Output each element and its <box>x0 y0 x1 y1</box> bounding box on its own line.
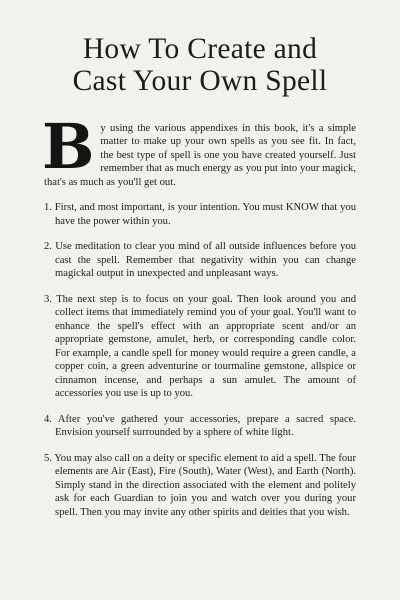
list-item: 4. After you've gathered your accessories, prepare a sacred space. Envision yourself surrounded by a sphere of white light. <box>44 413 356 439</box>
title-line-2: Cast Your Own Spell <box>72 64 328 97</box>
page-title <box>44 0 356 98</box>
instruction-list <box>44 201 356 519</box>
list-item: 3. The next step is to focus on your goal. Then look around you and collect items that immediately remind you of your goal. You'll want to enhance the spell's effect with an appropriate scent and/or an appropriate gemstone, amulet, herb, or corresponding candle color. For example, a candle spell for money would require a green candle, a copper coin, a green adventurine or tourmaline gemstone, allspice or cinnamon incense, and perhaps a sun amulet. The amount of accessories you use is up to you. <box>44 293 356 400</box>
drop-cap: B <box>42 109 95 183</box>
list-item: 5. You may also call on a deity or specific element to aid a spell. The four elements are Air (East), Fire (South), Water (West), and Earth (North). Simply stand in the direction associated with the element and politely ask for each Guardian to join you and watch over you during your spell. Then you may invite any other spirits and deities that you wish. <box>44 452 356 518</box>
list-item: 1. First, and most important, is your intention. You must KNOW that you have the power within you. <box>44 202 356 227</box>
list-item: 2. Use meditation to clear you mind of all outside influences before you cast the spell. Remember that negativity within you can change magickal output in unexpected and unpleasant ways. <box>44 241 356 280</box>
intro-paragraph <box>42 109 356 190</box>
intro-text: y using the various appendixes in this book, it's a simple matter to make up your own spells as you see fit. In fact, the best type of spell is one you have created yourself. Just remember that as much energy as you put into your magick, that's as much as you'll get out. <box>44 122 356 188</box>
title-line-1: How To Create and <box>82 33 318 65</box>
